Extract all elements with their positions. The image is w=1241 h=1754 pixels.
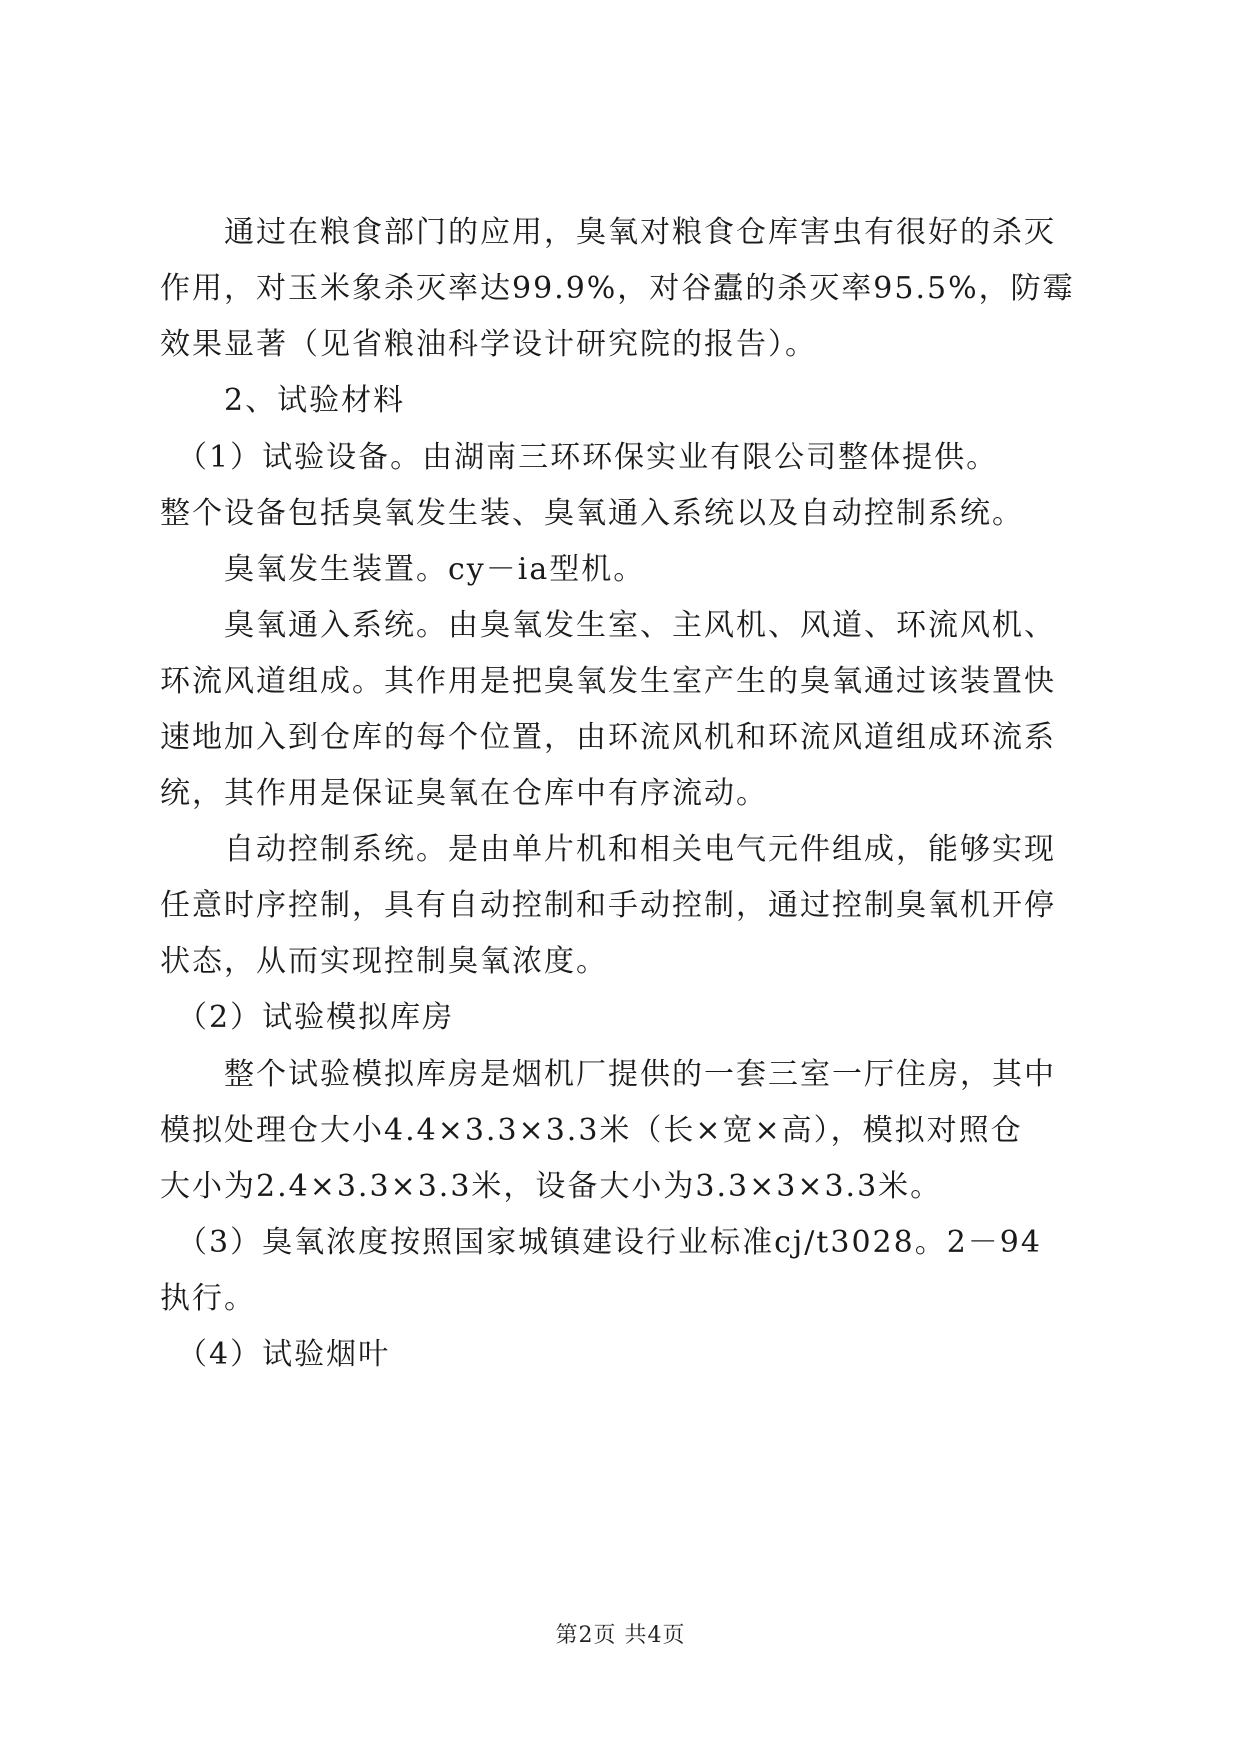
text-line: 环流风道组成。其作用是把臭氧发生室产生的臭氧通过该装置快 (160, 664, 1056, 699)
text-line: 统，其作用是保证臭氧在仓库中有序流动。 (160, 776, 768, 811)
text-line: 执行。 (160, 1281, 256, 1316)
text-line: 2、试验材料 (160, 383, 406, 418)
page-footer: 第2页 共4页 (555, 1623, 686, 1648)
text-line: 状态，从而实现控制臭氧浓度。 (160, 944, 608, 979)
text-line: 臭氧发生装置。cy－ia型机。 (160, 552, 646, 587)
text-line: 整个试验模拟库房是烟机厂提供的一套三室一厅住房，其中 (160, 1057, 1056, 1092)
text-line: （3）臭氧浓度按照国家城镇建设行业标准cj/t3028。2－94 (160, 1225, 1042, 1260)
text-line: 模拟处理仓大小4.4×3.3×3.3米（长×宽×高），模拟对照仓 (160, 1113, 1023, 1148)
text-line: 任意时序控制，具有自动控制和手动控制，通过控制臭氧机开停 (160, 888, 1056, 923)
text-line: 作用，对玉米象杀灭率达99.9%，对谷蠹的杀灭率95.5%，防霉 (160, 271, 1075, 306)
text-line: （4）试验烟叶 (160, 1337, 391, 1372)
text-line: （1）试验设备。由湖南三环环保实业有限公司整体提供。 (160, 440, 999, 475)
text-line: 整个设备包括臭氧发生装、臭氧通入系统以及自动控制系统。 (160, 496, 1024, 531)
text-line: 大小为2.4×3.3×3.3米，设备大小为3.3×3×3.3米。 (160, 1169, 943, 1204)
text-line: 通过在粮食部门的应用，臭氧对粮食仓库害虫有很好的杀灭 (160, 215, 1056, 250)
text-line: 速地加入到仓库的每个位置，由环流风机和环流风道组成环流系 (160, 720, 1056, 755)
text-line: 效果显著（见省粮油科学设计研究院的报告）。 (160, 327, 817, 362)
text-line: 臭氧通入系统。由臭氧发生室、主风机、风道、环流风机、 (160, 608, 1056, 643)
text-line: 自动控制系统。是由单片机和相关电气元件组成，能够实现 (160, 832, 1056, 867)
text-line: （2）试验模拟库房 (160, 1000, 455, 1035)
